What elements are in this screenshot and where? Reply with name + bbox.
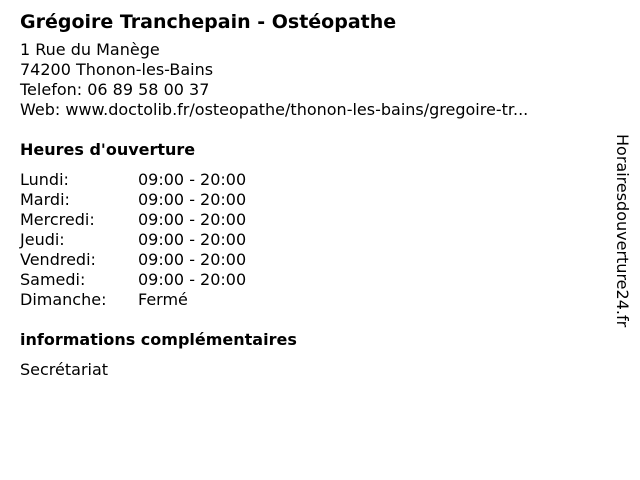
time-value: 09:00 - 20:00 — [138, 170, 247, 189]
opening-hours-table — [20, 170, 600, 310]
opening-hours-heading: Heures d'ouverture — [20, 140, 196, 159]
day-label: Samedi: — [20, 270, 86, 289]
time-value: 09:00 - 20:00 — [138, 190, 247, 209]
additional-info-text: Secrétariat — [20, 360, 109, 379]
address-line-2: 74200 Thonon-les-Bains — [20, 60, 214, 79]
day-label: Jeudi: — [20, 230, 65, 249]
day-label: Mercredi: — [20, 210, 95, 229]
phone-line: Telefon: 06 89 58 00 37 — [20, 80, 210, 99]
time-value: 09:00 - 20:00 — [138, 210, 247, 229]
web-line: Web: www.doctolib.fr/osteopathe/thonon-les-bains/gregoire-tr... — [20, 100, 529, 119]
hours-row-wednesday — [20, 210, 600, 230]
additional-info-heading: informations complémentaires — [20, 330, 297, 349]
time-value: 09:00 - 20:00 — [138, 270, 247, 289]
business-title: Grégoire Tranchepain - Ostéopathe — [20, 11, 397, 33]
day-label: Lundi: — [20, 170, 69, 189]
hours-row-thursday — [20, 230, 600, 250]
hours-row-tuesday — [20, 190, 600, 210]
day-label: Vendredi: — [20, 250, 96, 269]
day-label: Dimanche: — [20, 290, 107, 309]
hours-row-friday — [20, 250, 600, 270]
hours-row-sunday — [20, 290, 600, 310]
time-value: 09:00 - 20:00 — [138, 230, 247, 249]
hours-row-monday — [20, 170, 600, 190]
time-value: 09:00 - 20:00 — [138, 250, 247, 269]
time-value: Fermé — [138, 290, 188, 309]
hours-row-saturday — [20, 270, 600, 290]
address-line-1: 1 Rue du Manège — [20, 40, 160, 59]
site-watermark: Horairesdouverture24.fr — [613, 134, 632, 328]
day-label: Mardi: — [20, 190, 70, 209]
business-card — [20, 8, 600, 380]
